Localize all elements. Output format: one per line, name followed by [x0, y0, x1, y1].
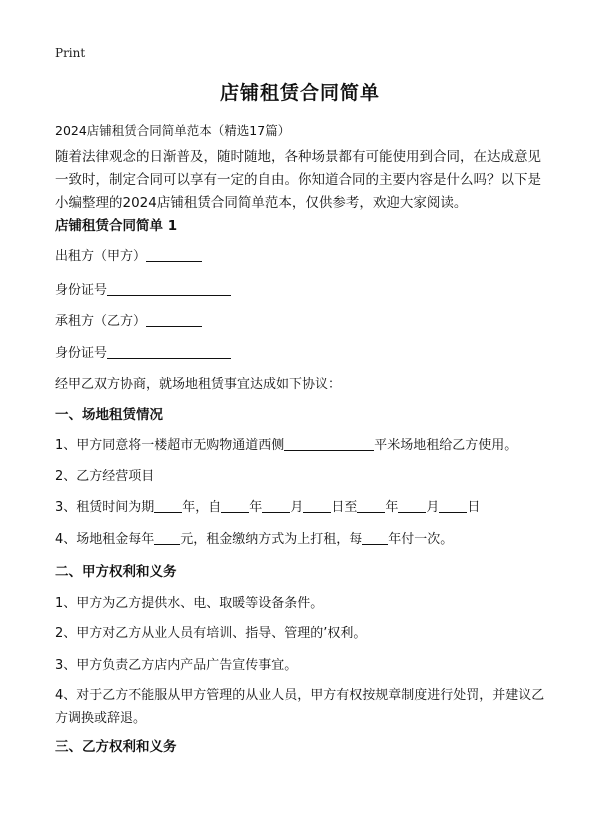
- blank: [362, 530, 388, 545]
- section-1-item-3: [55, 496, 480, 520]
- text: 年付一次。: [388, 532, 454, 547]
- text: 月: [290, 500, 304, 515]
- print-label[interactable]: Print: [55, 46, 86, 60]
- id-blank-2: [107, 344, 231, 359]
- id-blank-1: [107, 281, 231, 296]
- id-label-2: 身份证号: [55, 346, 108, 361]
- text: 3、租赁时间为期: [55, 500, 155, 515]
- blank: [303, 498, 331, 513]
- text: 1、甲方同意将一楼超市无购物通道西侧: [55, 438, 285, 453]
- agreement-line: 经甲乙双方协商，就场地租赁事宜达成如下协议：: [55, 377, 342, 392]
- contract-heading: 店铺租赁合同简单 1: [55, 218, 178, 234]
- lessor-line: [55, 245, 202, 269]
- lessor-blank: [146, 247, 202, 262]
- text: 年: [249, 500, 263, 515]
- blank: [398, 498, 426, 513]
- area-blank: [284, 436, 374, 451]
- text: 日: [467, 500, 481, 515]
- section-2-item-3: 3、甲方负责乙方店内产品广告宣传事宜。: [55, 658, 298, 673]
- blank: [439, 498, 467, 513]
- section-2-heading: 二、甲方权利和义务: [55, 564, 177, 580]
- text: 日至: [331, 500, 358, 515]
- text: 平米场地租给乙方使用。: [374, 438, 518, 453]
- blank: [154, 498, 182, 513]
- blank: [154, 530, 180, 545]
- text: 元，租金缴纳方式为上打租，每: [180, 532, 363, 547]
- section-1-heading: 一、场地租赁情况: [55, 407, 163, 423]
- section-2-item-4: 4、对于乙方不能服从甲方管理的从业人员，甲方有权按规章制度进行处罚，并建议乙方调换或辞退。: [55, 688, 545, 726]
- section-1-item-1: [55, 434, 517, 458]
- document-subtitle: 2024店铺租赁合同简单范本（精选17篇）: [55, 123, 291, 138]
- lessor-label: 出租方（甲方）: [55, 249, 147, 264]
- page-title: 店铺租赁合同简单: [219, 82, 380, 104]
- text: 年: [385, 500, 399, 515]
- id-line-1: [55, 279, 231, 303]
- blank: [357, 498, 385, 513]
- intro-paragraph: 随着法律观念的日渐普及，随时随地，各种场景都有可能使用到合同，在达成意见一致时，制定合同可以享有一定的自由。你知道合同的主要内容是什么吗？以下是小编整理的2024店铺租赁合同简单范本，仅供参考，欢迎大家阅读。: [55, 149, 541, 211]
- section-2-item-1: 1、甲方为乙方提供水、电、取暖等设备条件。: [55, 596, 324, 611]
- lessee-line: [55, 310, 202, 334]
- lessee-blank: [146, 312, 202, 327]
- section-3-heading: 三、乙方权利和义务: [55, 739, 177, 755]
- blank: [221, 498, 249, 513]
- section-1-item-4: [55, 528, 453, 552]
- lessee-label: 承租方（乙方）: [55, 314, 147, 329]
- section-2-item-2: 2、甲方对乙方从业人员有培训、指导、管理的’权利。: [55, 626, 367, 641]
- text: 年，自: [182, 500, 222, 515]
- blank: [262, 498, 290, 513]
- text: 月: [426, 500, 440, 515]
- section-1-item-2: 2、乙方经营项目: [55, 469, 155, 484]
- id-line-2: [55, 342, 231, 366]
- text: 4、场地租金每年: [55, 532, 155, 547]
- id-label-1: 身份证号: [55, 283, 108, 298]
